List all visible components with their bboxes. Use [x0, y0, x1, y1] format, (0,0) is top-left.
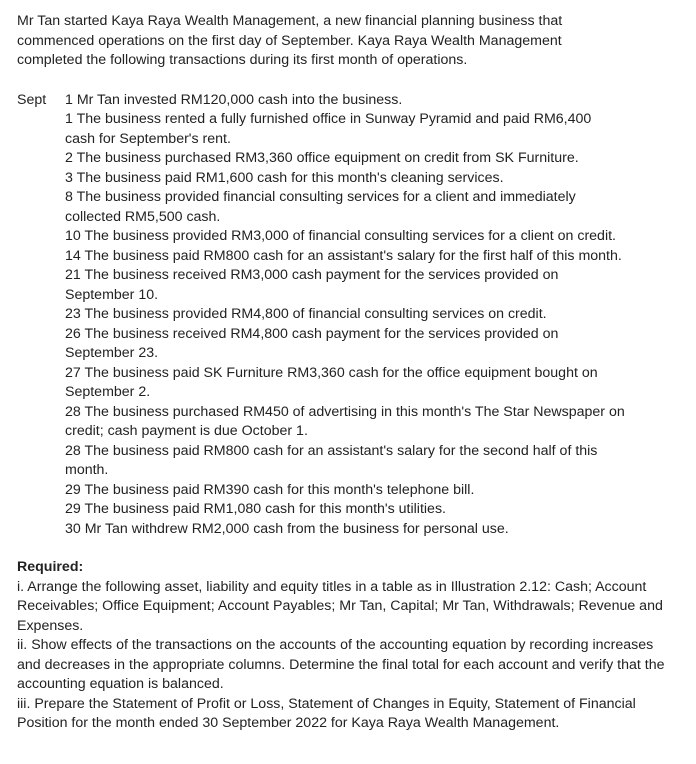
transactions-block: [17, 91, 678, 540]
transaction-item: 23 The business provided RM4,800 of financial consulting services on credit.: [65, 306, 547, 322]
transaction-item: 27 The business paid SK Furniture RM3,360 cash for the office equipment bought on September 2.: [65, 364, 598, 400]
transaction-item: 26 The business received RM4,800 cash payment for the services provided on September 23.: [65, 325, 559, 361]
required-item: ii. Show effects of the transactions on the accounts of the accounting equation by recording increases and decreases in the appropriate columns. Determine the final total for each account and verify that the accounting equation is balanced.: [17, 637, 665, 692]
transaction-item: 1 Mr Tan invested RM120,000 cash into the business.: [65, 91, 403, 108]
transaction-item: 10 The business provided RM3,000 of financial consulting services for a client on credit.: [65, 228, 616, 244]
transaction-item: 2 The business purchased RM3,360 office equipment on credit from SK Furniture.: [65, 150, 579, 166]
transaction-item: 28 The business purchased RM450 of advertising in this month's The Star Newspaper on credit; cash payment is due October 1.: [65, 403, 625, 439]
transaction-item: 1 The business rented a fully furnished office in Sunway Pyramid and paid RM6,400 cash for September's rent.: [65, 111, 592, 147]
intro-paragraph: Mr Tan started Kaya Raya Wealth Management, a new financial planning business that commenced operations on the first day of September. Kaya Raya Wealth Management completed the following transactions during its first month of operations.: [17, 13, 563, 68]
required-section: [17, 558, 678, 734]
transaction-item: 29 The business paid RM1,080 cash for this month's utilities.: [65, 501, 446, 517]
transaction-item: 29 The business paid RM390 cash for this month's telephone bill.: [65, 481, 475, 498]
required-item: iii. Prepare the Statement of Profit or Loss, Statement of Changes in Equity, Statement of Financial Position for the month ended 30 September 2022 for Kaya Raya Wealth Management.: [17, 695, 636, 731]
transaction-item: 14 The business paid RM800 cash for an assistant's salary for the first half of this month.: [65, 247, 622, 264]
transaction-item: 3 The business paid RM1,600 cash for this month's cleaning services.: [65, 169, 504, 186]
required-item: i. Arrange the following asset, liability and equity titles in a table as in Illustration 2.12: Cash; Account Receivables; Office Equipment; Account Payables; Mr Tan, Capital; Mr Tan, Withdrawals; Revenue and Expenses.: [17, 578, 663, 634]
transactions-list: [65, 91, 678, 540]
required-title: Required:: [17, 559, 84, 575]
transaction-item: 30 Mr Tan withdrew RM2,000 cash from the business for personal use.: [65, 520, 509, 537]
transaction-item: 21 The business received RM3,000 cash payment for the services provided on September 10.: [65, 267, 559, 303]
month-label: Sept: [17, 91, 47, 108]
transaction-item: 8 The business provided financial consulting services for a client and immediately collected RM5,500 cash.: [65, 189, 576, 225]
transaction-item: 28 The business paid RM800 cash for an assistant's salary for the second half of this month.: [65, 442, 598, 478]
